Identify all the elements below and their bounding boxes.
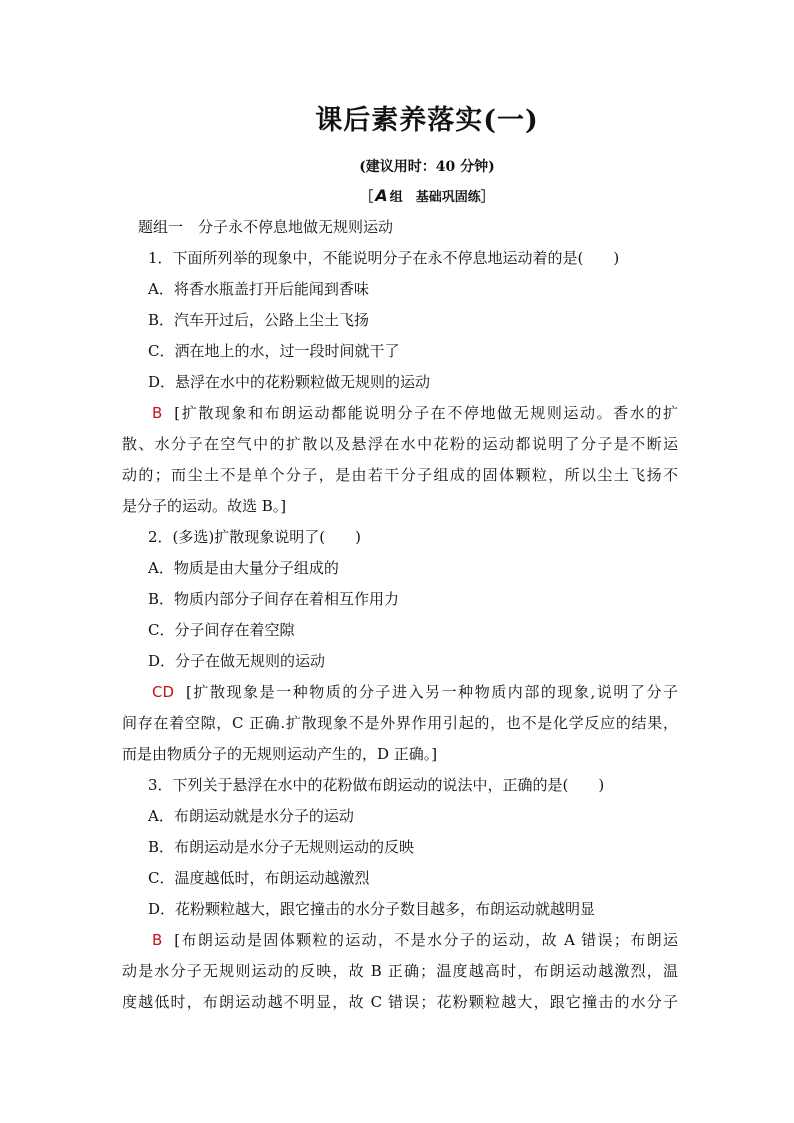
question-1-option-a: A．将香水瓶盖打开后能闻到香味 — [148, 280, 369, 298]
question-2-option-c: C．分子间存在着空隙 — [148, 621, 295, 639]
question-1-explanation-line: 是分子的运动。故选 B。] — [122, 497, 287, 515]
question-3-option-c: C．温度越低时，布朗运动越激烈 — [148, 869, 370, 887]
group-heading — [0, 186, 794, 205]
question-1-explanation-line: B [扩散现象和布朗运动都能说明分子在不停地做无规则运动。香水的扩 — [152, 404, 678, 422]
group-letter: A — [375, 186, 388, 205]
question-2-explanation-line: 间存在着空隙，C 正确.扩散现象不是外界作用引起的，也不是化学反应的结果， — [122, 714, 678, 732]
question-2-stem: 2．(多选)扩散现象说明了( ) — [148, 528, 361, 546]
question-3-option-d: D．花粉颗粒越大，跟它撞击的水分子数目越多，布朗运动就越明显 — [148, 900, 596, 918]
question-1-option-d: D．悬浮在水中的花粉颗粒做无规则的运动 — [148, 373, 431, 391]
question-3-option-b: B．布朗运动是水分子无规则运动的反映 — [148, 838, 415, 856]
group-label: 组 基础巩固练 — [389, 190, 481, 205]
question-1-option-c: C．洒在地上的水，过一段时间就干了 — [148, 342, 400, 360]
question-2-answer: CD — [152, 683, 175, 701]
question-2-option-a: A．物质是由大量分子组成的 — [148, 559, 339, 577]
question-1-explanation-line: 散、水分子在空气中的扩散以及悬浮在水中花粉的运动都说明了分子是不断运 — [122, 435, 678, 453]
question-2-option-b: B．物质内部分子间存在着相互作用力 — [148, 590, 400, 608]
group-bracket-close: ］ — [480, 190, 494, 205]
question-3-answer: B — [152, 931, 163, 949]
group-bracket-open: ［ — [360, 190, 374, 205]
question-1-answer: B — [152, 404, 163, 422]
question-3-explanation-line: 度越低时，布朗运动越不明显，故 C 错误；花粉颗粒越大，跟它撞击的水分子 — [122, 993, 678, 1011]
question-2-option-d: D．分子在做无规则的运动 — [148, 652, 326, 670]
exercise-content — [122, 212, 678, 1018]
suggested-time: (建议用时：40 分钟) — [359, 159, 495, 175]
question-2-explanation-line: CD [扩散现象是一种物质的分子进入另一种物质内部的现象,说明了分子 — [152, 683, 678, 701]
page-title: 课后素养落实(一) — [315, 105, 539, 136]
question-3-explanation-line: 动是水分子无规则运动的反映，故 B 正确；温度越高时，布朗运动越激烈，温 — [122, 962, 678, 980]
question-3-stem: 3．下列关于悬浮在水中的花粉做布朗运动的说法中，正确的是( ) — [148, 776, 605, 794]
question-3-explanation-line: B [布朗运动是固体颗粒的运动，不是水分子的运动，故 A 错误；布朗运 — [152, 931, 678, 949]
topic-heading: 题组一 分子永不停息地做无规则运动 — [138, 218, 394, 236]
question-1-stem: 1．下面所列举的现象中，不能说明分子在永不停息地运动着的是( ) — [148, 249, 620, 267]
question-2-explanation-line: 而是由物质分子的无规则运动产生的，D 正确。] — [122, 745, 438, 763]
question-3-option-a: A．布朗运动就是水分子的运动 — [148, 807, 354, 825]
question-1-explanation-line: 动的；而尘土不是单个分子，是由若干分子组成的固体颗粒，所以尘土飞扬不 — [122, 466, 678, 484]
question-1-option-b: B．汽车开过后，公路上尘土飞扬 — [148, 311, 370, 329]
